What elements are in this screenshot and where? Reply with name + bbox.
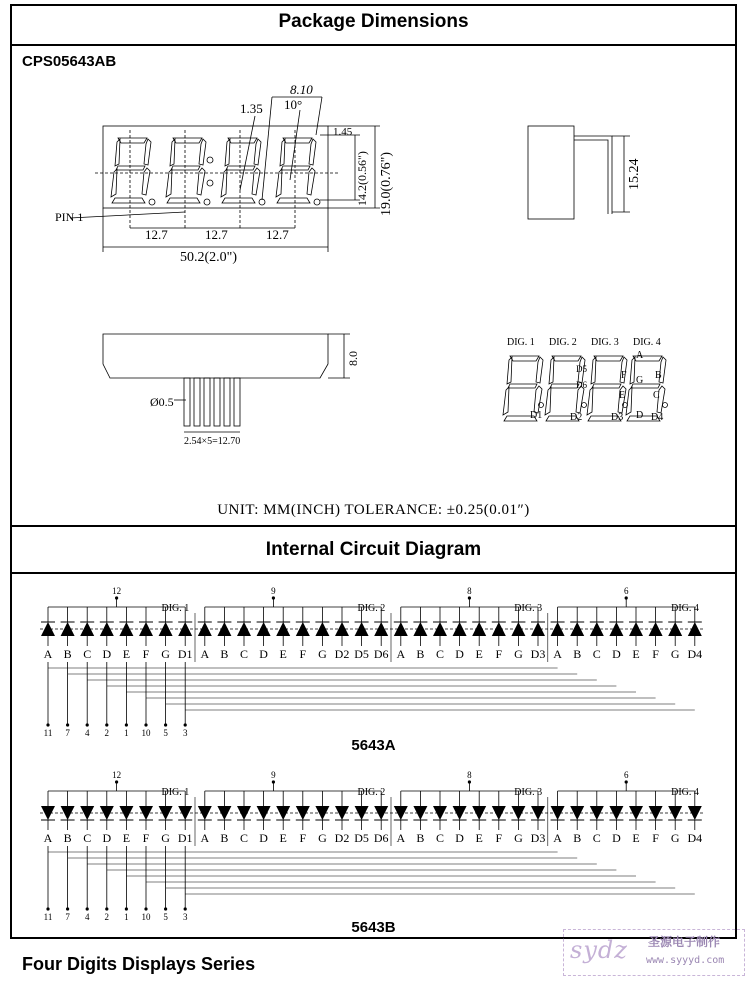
led-diode: [492, 622, 506, 636]
anode-label: E: [279, 831, 287, 845]
bottom-pin-dot: [164, 723, 167, 726]
bottom-pin-label: 10: [141, 728, 151, 738]
seg-d-label: D: [636, 410, 644, 421]
led-diode: [472, 622, 486, 636]
dim-12-7-c: 12.7: [266, 227, 289, 242]
led-diode: [237, 806, 251, 820]
anode-label: F: [652, 647, 659, 661]
watermark-url: www.syyyd.com: [646, 955, 725, 966]
anode-label: A: [200, 647, 210, 661]
bottom-pin-dot: [125, 907, 128, 910]
d2-label: D2: [570, 412, 583, 423]
bottom-pin-dot: [66, 723, 69, 726]
anode-label: B: [220, 647, 229, 661]
common-pin-label: 8: [467, 770, 472, 780]
bottom-pin-dot: [144, 723, 147, 726]
bottom-pin-label: 4: [84, 728, 90, 738]
anode-label: C: [592, 647, 601, 661]
dig2-label: DIG. 2: [549, 337, 577, 348]
bottom-pin-label: 7: [65, 912, 70, 922]
digit-group-label: DIG. 2: [357, 787, 386, 798]
anode-label: G: [161, 647, 170, 661]
seg-b-label: B: [655, 370, 662, 381]
anode-label: B: [63, 647, 72, 661]
bottom-pin-label: 2: [104, 912, 110, 922]
anode-label: A: [43, 647, 53, 661]
bottom-pin-dot: [164, 907, 167, 910]
bottom-pin-dot: [125, 723, 128, 726]
anode-label: G: [514, 647, 523, 661]
anode-label: E: [475, 647, 483, 661]
bottom-pin-dot: [105, 723, 108, 726]
d3-label: D3: [611, 412, 624, 423]
dim-8-10: 8.10: [290, 82, 313, 97]
digit-group-label: DIG. 2: [357, 603, 386, 614]
common-pin-label: 6: [623, 586, 629, 596]
bottom-pin-label: 1: [124, 912, 129, 922]
anode-label: D: [102, 647, 112, 661]
led-diode: [688, 622, 702, 636]
anode-label: E: [279, 647, 287, 661]
common-pin-label: 12: [112, 770, 122, 780]
anode-label: G: [161, 831, 170, 845]
anode-label: D1: [177, 831, 193, 845]
anode-label: F: [495, 647, 503, 661]
dim-1-35: 1.35: [240, 101, 263, 116]
common-pin-dot: [625, 780, 628, 783]
seg-g-label: G: [636, 375, 644, 386]
anode-label: C: [239, 831, 249, 845]
anode-label: A: [43, 831, 53, 845]
led-diode: [472, 806, 486, 820]
anode-label: D: [612, 831, 621, 845]
anode-label: D1: [177, 647, 193, 661]
bottom-pin-dot: [184, 723, 187, 726]
dim-8-0: 8.0: [346, 351, 360, 366]
package-dimensions-header: Package Dimensions: [278, 11, 469, 32]
anode-label: D2: [334, 647, 350, 661]
anode-label: D4: [687, 831, 703, 845]
anode-label: D: [259, 647, 268, 661]
dim-50-2: 50.2(2.0"): [180, 250, 238, 265]
bottom-pin-label: 11: [43, 728, 53, 738]
tolerance-note: UNIT: MM(INCH) TOLERANCE: ±0.25(0.01″): [217, 502, 530, 518]
dim-12-7-a: 12.7: [145, 227, 168, 242]
anode-label: C: [83, 831, 92, 845]
led-diode: [237, 622, 251, 636]
led-diode: [276, 806, 290, 820]
common-pin-label: 9: [271, 586, 276, 596]
circuit-diagram-header: Internal Circuit Diagram: [265, 539, 482, 560]
common-pin-label: 9: [271, 770, 276, 780]
led-diode: [688, 806, 702, 820]
watermark-chinese: 圣源电子制作: [648, 935, 721, 949]
anode-label: E: [632, 831, 640, 845]
common-pin-dot: [625, 596, 628, 599]
bottom-pin-label: 2: [104, 728, 110, 738]
anode-label: D5: [354, 647, 369, 661]
anode-label: F: [495, 831, 503, 845]
common-pin-dot: [468, 780, 471, 783]
dim-1-45: 1.45: [333, 126, 353, 138]
dim-pitch: 2.54×5=12.70: [184, 436, 241, 447]
bottom-pin-dot: [86, 907, 89, 910]
anode-label: F: [142, 647, 150, 661]
variant-b-label: 5643B: [351, 919, 396, 936]
anode-label: G: [318, 647, 327, 661]
led-diode: [453, 622, 467, 636]
anode-label: F: [299, 647, 307, 661]
watermark: [563, 929, 745, 976]
d1-label: D1: [530, 410, 543, 421]
anode-label: D5: [354, 831, 369, 845]
anode-label: C: [435, 831, 445, 845]
common-pin-dot: [272, 596, 275, 599]
anode-label: C: [435, 647, 445, 661]
anode-label: G: [670, 831, 680, 845]
bottom-pin-dot: [46, 723, 49, 726]
bottom-pin-dot: [86, 723, 89, 726]
bottom-pin-label: 7: [65, 728, 70, 738]
bottom-pin-label: 11: [43, 912, 53, 922]
anode-label: G: [318, 831, 327, 845]
bottom-pin-dot: [46, 907, 49, 910]
dim-12-7-b: 12.7: [205, 227, 228, 242]
digit-group-label: DIG. 3: [514, 787, 543, 798]
anode-label: C: [239, 647, 249, 661]
bottom-pin-label: 5: [163, 912, 168, 922]
anode-label: D3: [530, 647, 546, 661]
led-diode: [198, 806, 212, 820]
bottom-pin-label: 1: [124, 728, 129, 738]
led-diode: [276, 622, 290, 636]
anode-label: A: [553, 831, 562, 845]
anode-label: E: [122, 831, 131, 845]
anode-label: G: [514, 831, 523, 845]
bottom-pin-dot: [105, 907, 108, 910]
anode-label: A: [396, 831, 406, 845]
anode-label: E: [122, 647, 131, 661]
digit-group-label: DIG. 3: [514, 603, 543, 614]
bottom-pin-label: 3: [182, 728, 188, 738]
dim-15-24: 15.24: [627, 158, 642, 190]
bottom-pin-dot: [144, 907, 147, 910]
anode-label: G: [670, 647, 680, 661]
anode-label: F: [652, 831, 659, 845]
bottom-pin-label: 10: [141, 912, 151, 922]
anode-label: D: [259, 831, 268, 845]
common-pin-dot: [272, 780, 275, 783]
anode-label: A: [396, 647, 406, 661]
led-diode: [257, 622, 271, 636]
bottom-pin-label: 5: [163, 728, 168, 738]
dig1-label: DIG. 1: [507, 337, 535, 348]
dim-19-0: 19.0(0.76"): [379, 151, 394, 216]
d5-label: D5: [576, 364, 587, 374]
anode-label: D: [455, 831, 464, 845]
anode-label: B: [573, 831, 582, 845]
anode-label: D6: [373, 831, 389, 845]
common-pin-label: 12: [112, 586, 122, 596]
anode-label: D: [612, 647, 621, 661]
led-diode: [492, 806, 506, 820]
anode-label: B: [220, 831, 229, 845]
anode-label: E: [632, 647, 640, 661]
led-diode: [511, 622, 525, 636]
dig3-label: DIG. 3: [591, 337, 619, 348]
dim-pin-dia: Ø0.5: [150, 395, 174, 409]
bottom-pin-dot: [66, 907, 69, 910]
digit-group-label: DIG. 1: [161, 787, 190, 798]
digit-group-label: DIG. 4: [671, 787, 699, 798]
seg-e-label: E: [619, 390, 626, 401]
anode-label: A: [553, 647, 562, 661]
anode-label: B: [63, 831, 72, 845]
anode-label: F: [299, 831, 307, 845]
anode-label: E: [475, 831, 483, 845]
digit-group-label: DIG. 4: [671, 603, 699, 614]
series-title: Four Digits Displays Series: [22, 954, 256, 974]
anode-label: B: [416, 647, 425, 661]
anode-label: D: [102, 831, 112, 845]
anode-label: D2: [334, 831, 350, 845]
bottom-pin-label: 4: [84, 912, 90, 922]
seg-a-label: A: [636, 350, 644, 361]
seg-f-label: F: [621, 370, 627, 381]
common-pin-dot: [115, 596, 118, 599]
anode-label: B: [573, 647, 582, 661]
anode-label: C: [83, 647, 92, 661]
dim-10-deg: 10°: [284, 97, 303, 112]
common-pin-dot: [115, 780, 118, 783]
dim-14-2: 14.2(0.56"): [355, 151, 369, 206]
watermark-logo: sydz: [570, 936, 628, 964]
led-diode: [511, 806, 525, 820]
bottom-pin-label: 3: [182, 912, 188, 922]
part-number: CPS05643AB: [22, 53, 117, 70]
anode-label: F: [142, 831, 150, 845]
common-pin-dot: [468, 596, 471, 599]
variant-a-label: 5643A: [351, 737, 396, 754]
led-diode: [217, 622, 231, 636]
common-pin-label: 8: [467, 586, 472, 596]
d6-label: D6: [576, 380, 587, 390]
led-diode: [217, 806, 231, 820]
anode-label: D4: [687, 647, 703, 661]
anode-label: D3: [530, 831, 546, 845]
digit-group-label: DIG. 1: [161, 603, 190, 614]
d4-label: D4: [651, 412, 664, 423]
anode-label: B: [416, 831, 425, 845]
pin1-label: PIN 1: [55, 210, 84, 224]
led-diode: [257, 806, 271, 820]
led-diode: [198, 622, 212, 636]
anode-label: C: [592, 831, 601, 845]
anode-label: D: [455, 647, 464, 661]
common-pin-label: 6: [623, 770, 629, 780]
led-diode: [453, 806, 467, 820]
bottom-pin-dot: [184, 907, 187, 910]
seg-c-label: C: [653, 390, 660, 401]
anode-label: D6: [373, 647, 389, 661]
anode-label: A: [200, 831, 210, 845]
dig4-label: DIG. 4: [633, 337, 661, 348]
